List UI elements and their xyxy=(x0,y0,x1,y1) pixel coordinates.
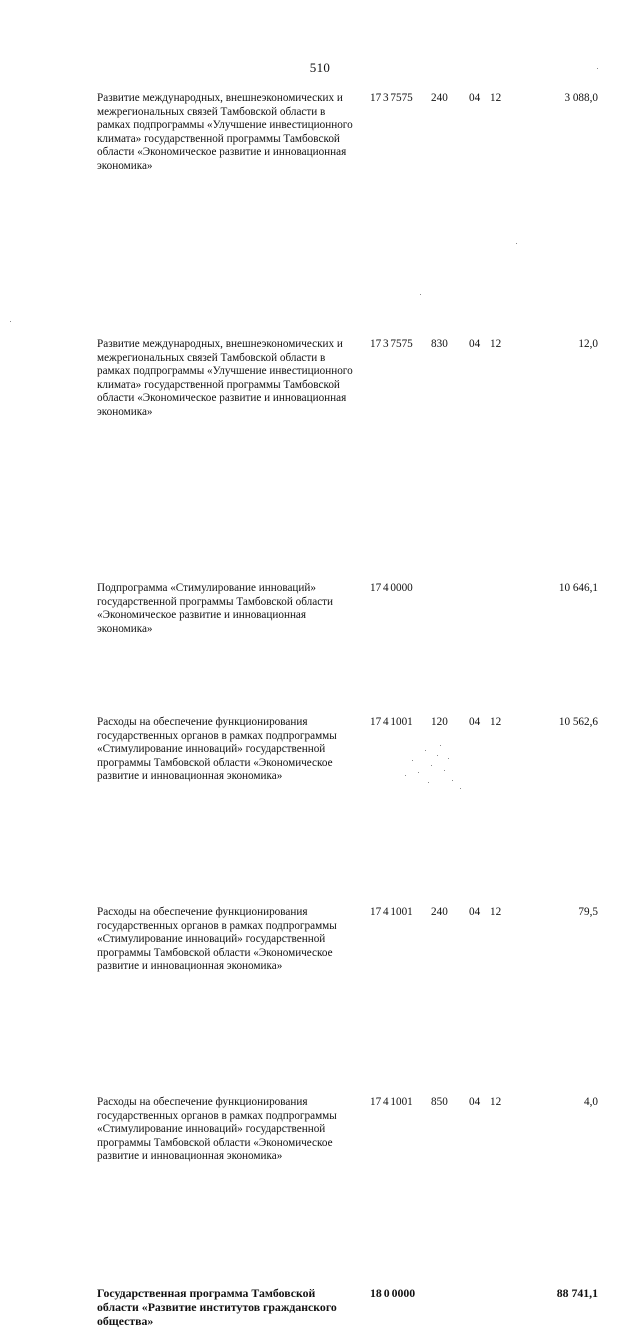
row-vr-code: 240 xyxy=(431,906,448,918)
page-number: 510 xyxy=(309,60,331,75)
row-rz-code: 04 xyxy=(469,906,481,918)
row-vr-code: 240 xyxy=(431,92,448,104)
row-name: Развитие международных, внешнеэкономических и межрегиональных связей Тамбовской области в рамках подпрограммы «Улучшение инвестиционного климата» государственной программы Тамбовской области «Экономическое развитие и инновационная экономика» xyxy=(97,338,353,418)
row-sum: 88 741,1 xyxy=(556,1286,598,1300)
row-vr-code: 120 xyxy=(431,716,448,728)
row-name: Расходы на обеспечение функционирования государственных органов в рамках подпрограммы «Стимулирование инноваций» государственной программы Тамбовской области «Экономическое развитие и инновационная экономика» xyxy=(97,1096,337,1163)
table-row xyxy=(0,92,640,215)
row-pr-code: 12 xyxy=(490,92,502,104)
row-csr-code: 17 4 0000 xyxy=(370,582,413,594)
row-csr-code: 17 3 7575 xyxy=(370,338,413,350)
table-row xyxy=(0,906,640,1001)
table-row xyxy=(0,1096,640,1191)
table-row xyxy=(0,338,640,460)
table-row xyxy=(0,716,640,811)
row-vr-code: 850 xyxy=(431,1096,448,1108)
budget-table xyxy=(0,92,640,1328)
row-sum: 3 088,0 xyxy=(564,92,598,104)
row-rz-code: 04 xyxy=(469,1096,481,1108)
row-pr-code: 12 xyxy=(490,338,502,350)
row-sum: 4,0 xyxy=(584,1096,598,1108)
row-sum: 10 646,1 xyxy=(558,582,598,594)
row-sum: 79,5 xyxy=(578,906,598,918)
row-csr-code: 18 0 0000 xyxy=(370,1286,416,1300)
row-rz-code: 04 xyxy=(469,338,481,350)
table-row-program-total xyxy=(0,1286,640,1336)
row-name: Расходы на обеспечение функционирования государственных органов в рамках подпрограммы «Стимулирование инноваций» государственной программы Тамбовской области «Экономическое развитие и инновационная экономика» xyxy=(97,906,337,973)
row-name: Расходы на обеспечение функционирования государственных органов в рамках подпрограммы «Стимулирование инноваций» государственной программы Тамбовской области «Экономическое развитие и инновационная экономика» xyxy=(97,716,337,783)
row-csr-code: 17 3 7575 xyxy=(370,92,413,104)
row-rz-code: 04 xyxy=(469,92,481,104)
row-pr-code: 12 xyxy=(490,1096,502,1108)
row-pr-code: 12 xyxy=(490,716,502,728)
row-sum: 10 562,6 xyxy=(558,716,598,728)
row-csr-code: 17 4 1001 xyxy=(370,906,413,918)
table-row xyxy=(0,582,640,649)
row-rz-code: 04 xyxy=(469,716,481,728)
row-name: Развитие международных, внешнеэкономических и межрегиональных связей Тамбовской области в рамках подпрограммы «Улучшение инвестиционного климата» государственной программы Тамбовской области «Экономическое развитие и инновационная экономика» xyxy=(97,92,353,172)
row-csr-code: 17 4 1001 xyxy=(370,716,413,728)
row-name: Подпрограмма «Стимулирование инноваций» государственной программы Тамбовской области «Экономическое развитие и инновационная экономика» xyxy=(97,582,334,635)
row-csr-code: 17 4 1001 xyxy=(370,1096,413,1108)
row-sum: 12,0 xyxy=(578,338,598,350)
row-pr-code: 12 xyxy=(490,906,502,918)
row-name: Государственная программа Тамбовской области «Развитие институтов гражданского общества» xyxy=(97,1286,337,1328)
row-vr-code: 830 xyxy=(431,338,448,350)
